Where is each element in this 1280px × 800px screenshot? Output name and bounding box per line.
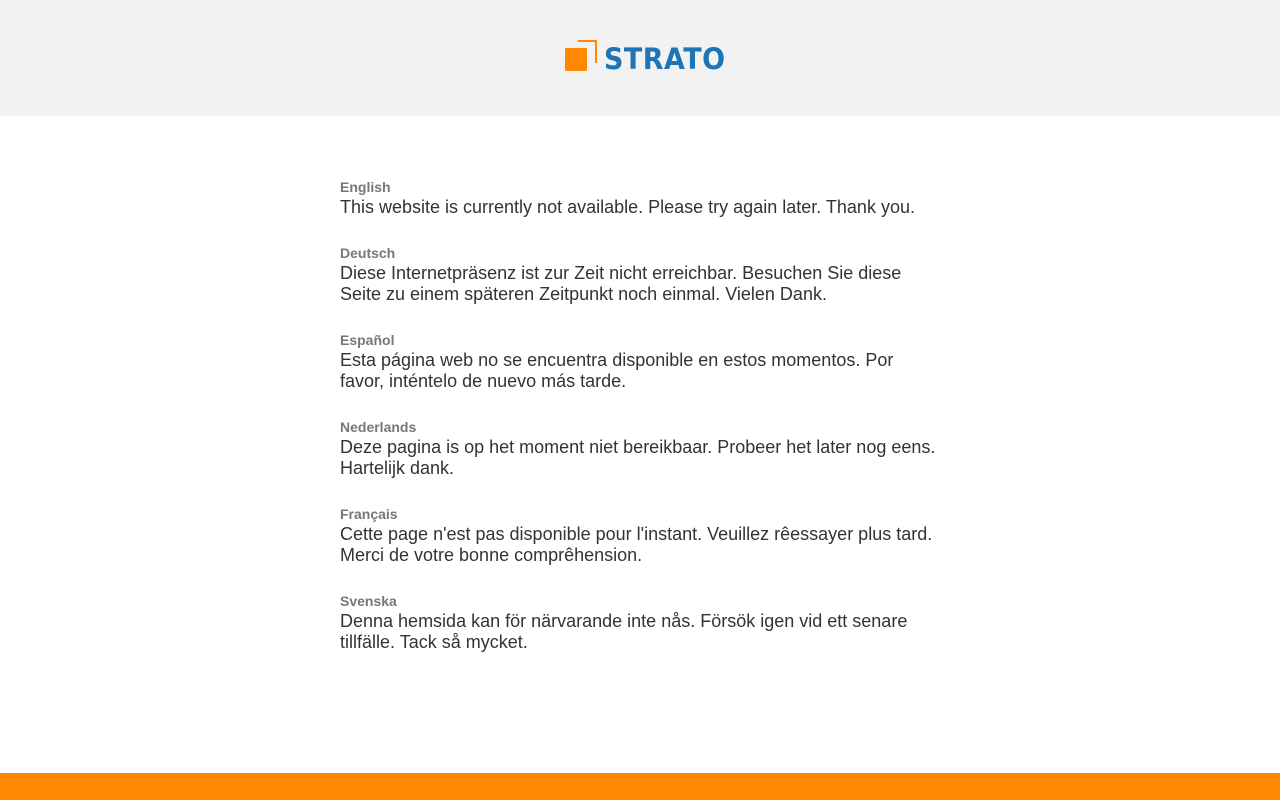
language-label: Nederlands — [340, 419, 417, 435]
unavailable-message: Cette page n'est pas disponible pour l'instant. Veuillez rêessayer plus tard. Merci de votre bonne comprêhension. — [340, 524, 933, 565]
unavailable-message: Diese Internetpräsenz ist zur Zeit nicht erreichbar. Besuchen Sie diese Seite zu einem späteren Zeitpunkt noch einmal. Vielen Dank. — [340, 263, 902, 304]
message-nederlands — [340, 420, 940, 479]
language-label: Deutsch — [340, 245, 396, 261]
strato-logo — [565, 40, 726, 76]
page-header — [0, 0, 1280, 116]
language-label: Español — [340, 332, 395, 348]
unavailable-message: Denna hemsida kan för närvarande inte nås. Försök igen vid ett senare tillfälle. Tack så mycket. — [340, 611, 908, 652]
message-deutsch — [340, 246, 940, 305]
language-label: Svenska — [340, 593, 397, 609]
message-francais — [340, 507, 940, 566]
language-label: English — [340, 179, 391, 195]
message-english — [340, 180, 940, 218]
message-svenska — [340, 594, 940, 653]
message-espanol — [340, 333, 940, 392]
footer-accent-bar — [0, 773, 1280, 800]
unavailable-message: Deze pagina is op het moment niet bereikbaar. Probeer het later nog eens. Hartelijk dank. — [340, 437, 936, 478]
strato-logo-text: STRATO — [604, 42, 726, 76]
message-list — [340, 180, 940, 681]
strato-logo-icon — [565, 40, 597, 72]
unavailable-message: Esta página web no se encuentra disponible en estos momentos. Por favor, inténtelo de nuevo más tarde. — [340, 350, 894, 391]
unavailable-message: This website is currently not available. Please try again later. Thank you. — [340, 197, 915, 217]
language-label: Français — [340, 506, 398, 522]
